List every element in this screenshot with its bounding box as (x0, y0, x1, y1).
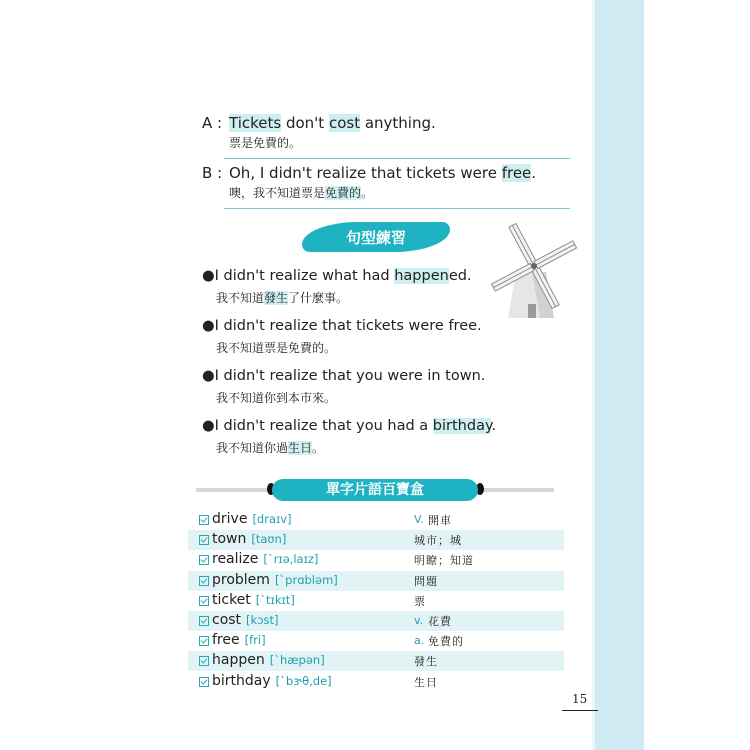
dialogue-english (229, 164, 536, 182)
pattern-sentence (202, 368, 486, 405)
vocab-word-text: realize (212, 551, 259, 568)
vocab-meaning: 開車 (428, 514, 452, 527)
dialogue-line-a (202, 114, 436, 150)
dialogue-chinese (229, 184, 373, 201)
vocab-row (188, 651, 564, 671)
vocab-row (188, 550, 564, 570)
text-run: 我不知道票是免費的。 (216, 341, 337, 355)
highlighted-text: 生日 (288, 441, 313, 455)
bullet-dot: ● (202, 318, 215, 334)
speaker-b: B : (202, 164, 223, 182)
vocab-word-text: cost (212, 612, 242, 628)
page-number: 15 (572, 692, 588, 706)
text-run: I didn't realize that you were in town. (214, 368, 486, 384)
checkbox-icon (199, 616, 209, 626)
sentence-english (215, 318, 482, 334)
vocab-title: 單字片語百寶盒 (272, 479, 478, 501)
vocab-row (188, 510, 564, 530)
highlighted-text: 發生 (264, 291, 289, 305)
sentence-chinese (216, 439, 324, 456)
sentence-english (215, 418, 496, 434)
vocab-word-text: happen (212, 652, 265, 669)
vocab-meaning: 花費 (428, 615, 452, 628)
text-run: 票是免費的。 (229, 136, 302, 150)
vocab-row (188, 611, 564, 631)
speaker-a: A : (202, 114, 223, 132)
banner-label: 句型練習 (345, 229, 406, 247)
vocab-row (188, 672, 564, 692)
vocab-phonetic: [fri] (244, 633, 266, 648)
dialogue-english (229, 114, 436, 132)
text-run: 。 (361, 186, 374, 200)
pattern-sentence (202, 268, 472, 305)
vocab-word (212, 572, 338, 588)
bullet-dot: ● (202, 368, 215, 384)
page-margin-right (644, 0, 750, 750)
highlighted-text: 免費的 (325, 186, 362, 200)
pattern-sentence (202, 318, 482, 355)
highlighted-text: cost (328, 114, 361, 132)
text-run: Oh, I didn't realize that tickets were (229, 164, 502, 182)
vocab-word-text: problem (212, 571, 270, 588)
vocab-word (212, 673, 332, 689)
vocab-phonetic: [draɪv] (252, 512, 292, 526)
vocab-word (212, 592, 295, 608)
vocab-phonetic: [kɔst] (246, 613, 279, 627)
bullet-dot: ● (202, 268, 215, 284)
text-run: I didn't realize what had (214, 268, 395, 284)
vocab-phonetic: [taʊn] (251, 532, 287, 547)
checkbox-icon (199, 515, 209, 525)
dialogue-line-b (202, 164, 537, 200)
checkbox-icon (199, 555, 209, 565)
page-number-rule (562, 710, 598, 711)
vocab-row (188, 571, 564, 591)
text-run: I didn't realize that you had a (214, 418, 433, 434)
vocab-meaning: 明瞭；知道 (414, 554, 474, 568)
vocab-meaning: 票 (414, 594, 426, 608)
vocab-meaning: 發生 (414, 655, 438, 669)
vocab-phonetic: [ˋtɪkɪt] (255, 592, 295, 607)
vocab-word-text: ticket (212, 591, 251, 608)
pattern-practice-banner (302, 222, 450, 252)
checkbox-icon (199, 596, 209, 606)
text-run: 我不知道 (216, 291, 265, 305)
text-run: 我不知道你到本市來。 (216, 391, 337, 405)
vocab-phonetic: [ˋhæpən] (269, 653, 325, 668)
vocab-word (212, 612, 279, 628)
highlighted-text: Tickets (229, 114, 282, 132)
dialogue-chinese (229, 134, 301, 151)
text-run: anything. (360, 114, 436, 132)
vocab-phonetic: [ˋbɝθ,de] (275, 673, 332, 688)
sentence-english (215, 368, 486, 384)
vocab-meaning: 城市；城 (414, 534, 462, 548)
vocab-part-of-speech: v. (414, 614, 424, 627)
vocab-meaning: 免費的 (428, 635, 464, 649)
vocab-part-of-speech: a. (414, 634, 425, 648)
divider (224, 158, 570, 159)
sentence-english (215, 268, 472, 284)
vocab-word (212, 511, 292, 527)
checkbox-icon (199, 576, 209, 586)
vocab-word (212, 632, 266, 648)
page-edge-line (592, 0, 595, 750)
text-run: 噢，我不知道票是 (229, 186, 326, 200)
text-run: . (491, 418, 497, 434)
vocab-meaning: 生日 (414, 675, 438, 689)
sentence-chinese (216, 389, 336, 406)
checkbox-icon (199, 636, 209, 646)
vocab-word-text: drive (212, 511, 248, 527)
windmill-icon (488, 222, 580, 328)
checkbox-icon (199, 656, 209, 666)
vocab-word-text: free (212, 632, 240, 649)
vocab-word-text: birthday (212, 672, 271, 689)
vocab-part-of-speech: V. (414, 513, 424, 526)
vocab-row (188, 530, 564, 550)
vocab-phonetic: [ˋprɑbləm] (274, 572, 338, 587)
highlighted-text: free (501, 164, 532, 182)
checkbox-icon (199, 535, 209, 545)
checkbox-icon (199, 677, 209, 687)
highlighted-text: birthday (432, 418, 492, 434)
vocab-phonetic: [ˋrɪə,laɪz] (263, 552, 319, 567)
sentence-chinese (216, 339, 336, 356)
pattern-sentence (202, 418, 497, 455)
vocab-word (212, 551, 318, 567)
page-edge-band (592, 0, 644, 750)
text-run: . (531, 164, 537, 182)
text-run: 。 (312, 441, 325, 455)
text-run: I didn't realize that tickets were free. (214, 318, 482, 334)
highlighted-text: happen (394, 268, 449, 284)
vocab-word (212, 652, 325, 668)
bullet-dot: ● (202, 418, 215, 434)
text-run: 了什麼事。 (288, 291, 349, 305)
divider (224, 208, 570, 209)
vocab-row (188, 631, 564, 651)
vocab-word (212, 531, 286, 547)
vocab-row (188, 591, 564, 611)
vocab-meaning: 問題 (414, 574, 438, 588)
text-run: 我不知道你過 (216, 441, 289, 455)
vocab-word-text: town (212, 531, 247, 548)
sentence-chinese (216, 289, 348, 306)
text-run: ed. (448, 268, 472, 284)
text-run: don't (281, 114, 329, 132)
